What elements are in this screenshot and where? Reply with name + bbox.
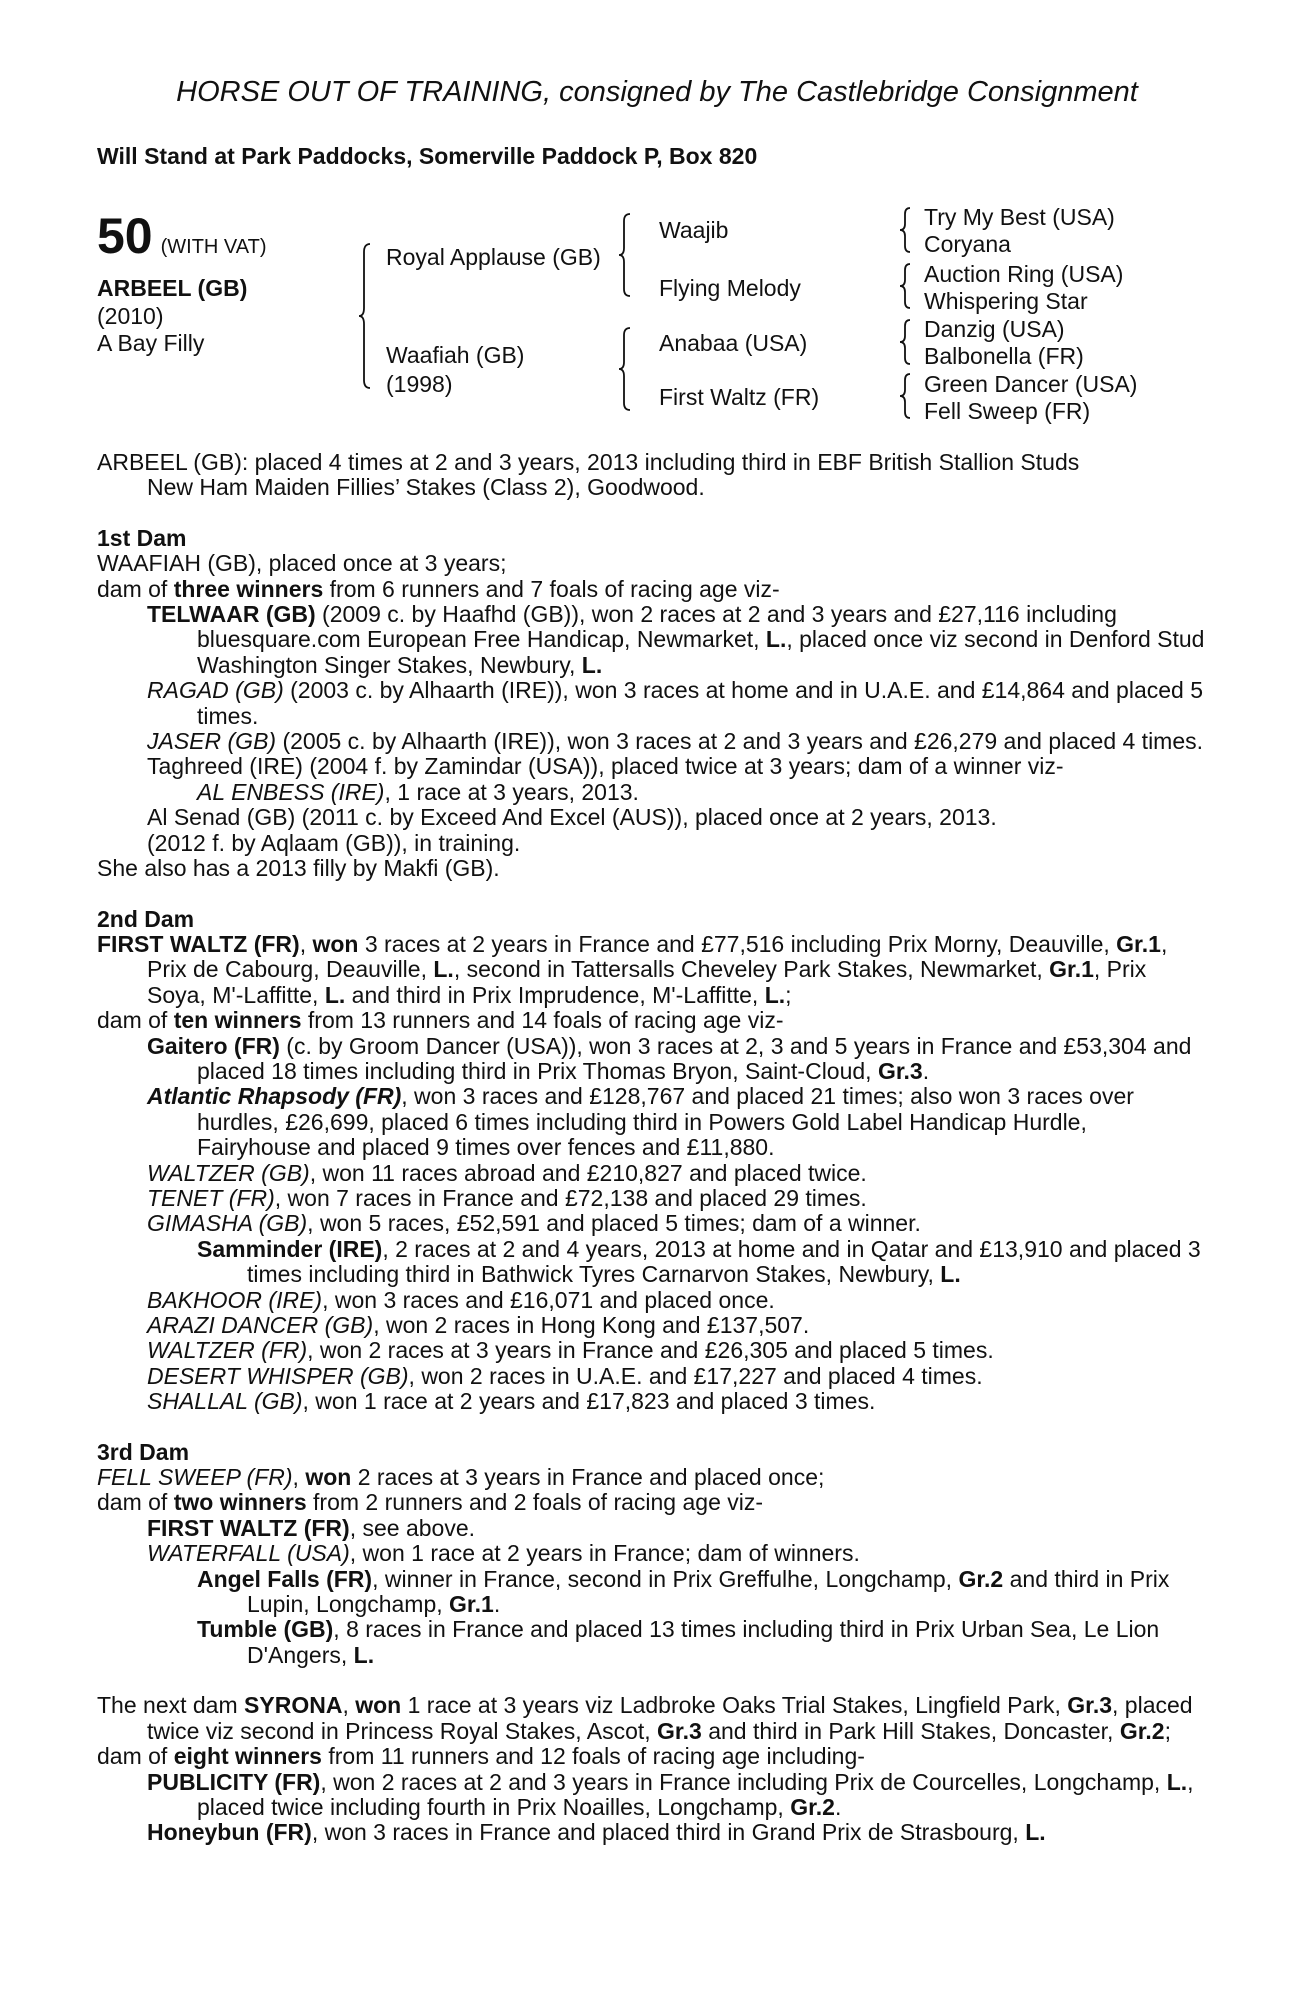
waafiah-produce-line: dam of three winners from 6 runners and 7 foals of racing age viz- xyxy=(97,575,780,602)
syrona-produce-line: dam of eight winners from 11 runners and 12 foals of racing age including- xyxy=(97,1743,865,1770)
dam: Waafiah (GB) xyxy=(386,342,525,368)
dam-sire: Anabaa (USA) xyxy=(659,330,808,356)
first-waltz-entry: FIRST WALTZ (FR), won 3 races at 2 years in France and £77,516 including Prix Morny, Deauville, Gr.1, Prix de Cabourg, Deauville, L., second in Tattersalls Cheveley Park Stakes, Newmarket, Gr.1, Prix Soya, M'-Laffitte, L. and third in Prix Imprudence, M'-Laffitte, L.; xyxy=(97,930,1168,1008)
taghreed-entry: Taghreed (IRE) (2004 f. by Zamindar (USA)), placed twice at 3 years; dam of a winner viz- xyxy=(147,753,1064,780)
gaitero-entry: Gaitero (FR) (c. by Groom Dancer (USA)), won 3 races at 2, 3 and 5 years in France and £53,304 and placed 18 times including third in Prix Thomas Bryon, Saint-Cloud, Gr.3. xyxy=(147,1032,1192,1084)
vat-note: (WITH VAT) xyxy=(160,236,267,258)
dam-dam: First Waltz (FR) xyxy=(659,384,820,410)
ped-sss: Try My Best (USA) xyxy=(924,204,1115,230)
angel-falls-entry: Angel Falls (FR), winner in France, second in Prix Greffulhe, Longchamp, Gr.2 and third in Prix Lupin, Longchamp, Gr.1. xyxy=(197,1565,1170,1618)
catalogue-body xyxy=(97,450,1207,1846)
atlantic-rhapsody-entry: Atlantic Rhapsody (FR), won 3 races and £128,767 and placed 21 times; also won 3 races over hurdles, £26,699, placed 6 times including third in Powers Gold Label Handicap Hurdle, Fairyhouse and placed 9 times over fences and £11,880. xyxy=(147,1083,1134,1161)
ped-dsd: Balbonella (FR) xyxy=(924,343,1084,369)
waltzer-gb-entry: WALTZER (GB), won 11 races abroad and £210,827 and placed twice. xyxy=(147,1159,867,1186)
ragad-entry: RAGAD (GB) (2003 c. by Alhaarth (IRE)), won 3 races at home and in U.A.E. and £14,864 and placed 5 times. xyxy=(147,677,1204,729)
lot-number-value: 50 xyxy=(97,208,153,264)
jaser-entry: JASER (GB) (2005 c. by Alhaarth (IRE)), won 3 races at 2 and 3 years and £26,279 and placed 4 times. xyxy=(147,728,1204,755)
pedigree-bracket-ss xyxy=(898,206,914,256)
sire: Royal Applause (GB) xyxy=(386,244,601,270)
filly-2013-note: She also has a 2013 filly by Makfi (GB). xyxy=(97,855,500,882)
desert-whisper-entry: DESERT WHISPER (GB), won 2 races in U.A.E. and £17,227 and placed 4 times. xyxy=(147,1362,983,1389)
lot-number xyxy=(97,207,267,265)
tenet-entry: TENET (FR), won 7 races in France and £72,138 and placed 29 times. xyxy=(147,1184,867,1211)
third-dam-heading: 3rd Dam xyxy=(97,1438,190,1465)
shallal-entry: SHALLAL (GB), won 1 race at 2 years and £17,823 and placed 3 times. xyxy=(147,1388,876,1415)
sire-sire: Waajib xyxy=(659,217,729,243)
samminder-entry: Samminder (IRE), 2 races at 2 and 4 years, 2013 at home and in Qatar and £13,910 and placed 3 times including third in Bathwick Tyres Carnarvon Stakes, Newbury, L. xyxy=(197,1235,1201,1288)
publicity-entry: PUBLICITY (FR), won 2 races at 2 and 3 years in France including Prix de Courcelles, Longchamp, L., placed twice including fourth in Prix Noailles, Longchamp, Gr.2. xyxy=(147,1768,1194,1820)
fell-sweep-produce-line: dam of two winners from 2 runners and 2 foals of racing age viz- xyxy=(97,1489,764,1516)
pedigree-bracket-sd xyxy=(898,262,914,312)
first-waltz-ref-entry: FIRST WALTZ (FR), see above. xyxy=(147,1514,475,1541)
fell-sweep-entry: FELL SWEEP (FR), won 2 races at 3 years in France and placed once; xyxy=(97,1464,825,1491)
dam-year: (1998) xyxy=(386,371,453,397)
ped-ssd: Coryana xyxy=(924,231,1011,257)
waltzer-fr-entry: WALTZER (FR), won 2 races at 3 years in France and £26,305 and placed 5 times. xyxy=(147,1337,994,1364)
arazi-dancer-entry: ARAZI DANCER (GB), won 2 races in Hong Kong and £137,507. xyxy=(147,1312,810,1338)
al-senad-entry: Al Senad (GB) (2011 c. by Exceed And Excel (AUS)), placed once at 2 years, 2013. xyxy=(147,804,997,831)
telwaar-entry: TELWAAR (GB) (2009 c. by Haafhd (GB)), won 2 races at 2 and 3 years and £27,116 including bluesquare.com European Free Handicap, Newmarket, L., placed once viz second in Denford Stud Washington Singer Stakes, Newbury, L. xyxy=(147,601,1205,678)
ped-ddd: Fell Sweep (FR) xyxy=(924,398,1091,424)
pedigree-bracket-main xyxy=(358,242,378,392)
ped-sdd: Whispering Star xyxy=(924,288,1088,314)
intro-line-1: ARBEEL (GB): placed 4 times at 2 and 3 years, 2013 including third in EBF British Stallion Studs xyxy=(97,449,1080,475)
next-dam-entry: The next dam SYRONA, won 1 race at 3 years viz Ladbroke Oaks Trial Stakes, Lingfield Park, Gr.3, placed twice viz second in Princess Royal Stakes, Ascot, Gr.3 and third in Park Hill Stakes, Doncaster, Gr.2; xyxy=(97,1692,1193,1744)
gimasha-entry: GIMASHA (GB), won 5 races, £52,591 and placed 5 times; dam of a winner. xyxy=(147,1210,921,1237)
pedigree-bracket-sire xyxy=(618,212,638,302)
sire-dam: Flying Melody xyxy=(659,275,801,301)
pedigree-bracket-ds xyxy=(898,318,914,368)
pedigree-bracket-dd xyxy=(898,372,914,422)
tumble-entry: Tumble (GB), 8 races in France and placed 13 times including third in Prix Urban Sea, Le Lion D'Angers, L. xyxy=(197,1616,1160,1668)
waafiah-line: WAAFIAH (GB), placed once at 3 years; xyxy=(97,550,507,577)
horse-name: ARBEEL (GB) xyxy=(97,275,248,301)
stand-location: Will Stand at Park Paddocks, Somerville Paddock P, Box 820 xyxy=(97,143,758,169)
second-dam-heading: 2nd Dam xyxy=(97,905,195,932)
pedigree-bracket-dam xyxy=(618,326,638,416)
page-title: HORSE OUT OF TRAINING, consigned by The Castlebridge Consignment xyxy=(176,76,1138,108)
horse-year: (2010) xyxy=(97,303,164,329)
ped-dds: Green Dancer (USA) xyxy=(924,371,1138,397)
intro-line-2: New Ham Maiden Fillies’ Stakes (Class 2), Goodwood. xyxy=(147,474,705,501)
bakhoor-entry: BAKHOOR (IRE), won 3 races and £16,071 and placed once. xyxy=(147,1286,775,1313)
al-enbess-entry: AL ENBESS (IRE), 1 race at 3 years, 2013. xyxy=(197,778,639,805)
ped-dss: Danzig (USA) xyxy=(924,316,1065,342)
horse-description: A Bay Filly xyxy=(97,330,205,356)
ped-sds: Auction Ring (USA) xyxy=(924,261,1124,287)
filly-2012-entry: (2012 f. by Aqlaam (GB)), in training. xyxy=(147,829,521,856)
first-dam-heading: 1st Dam xyxy=(97,524,187,551)
honeybun-entry: Honeybun (FR), won 3 races in France and placed third in Grand Prix de Strasbourg, L. xyxy=(147,1819,1046,1846)
first-waltz-produce-line: dam of ten winners from 13 runners and 14 foals of racing age viz- xyxy=(97,1007,784,1034)
waterfall-entry: WATERFALL (USA), won 1 race at 2 years in France; dam of winners. xyxy=(147,1540,860,1567)
